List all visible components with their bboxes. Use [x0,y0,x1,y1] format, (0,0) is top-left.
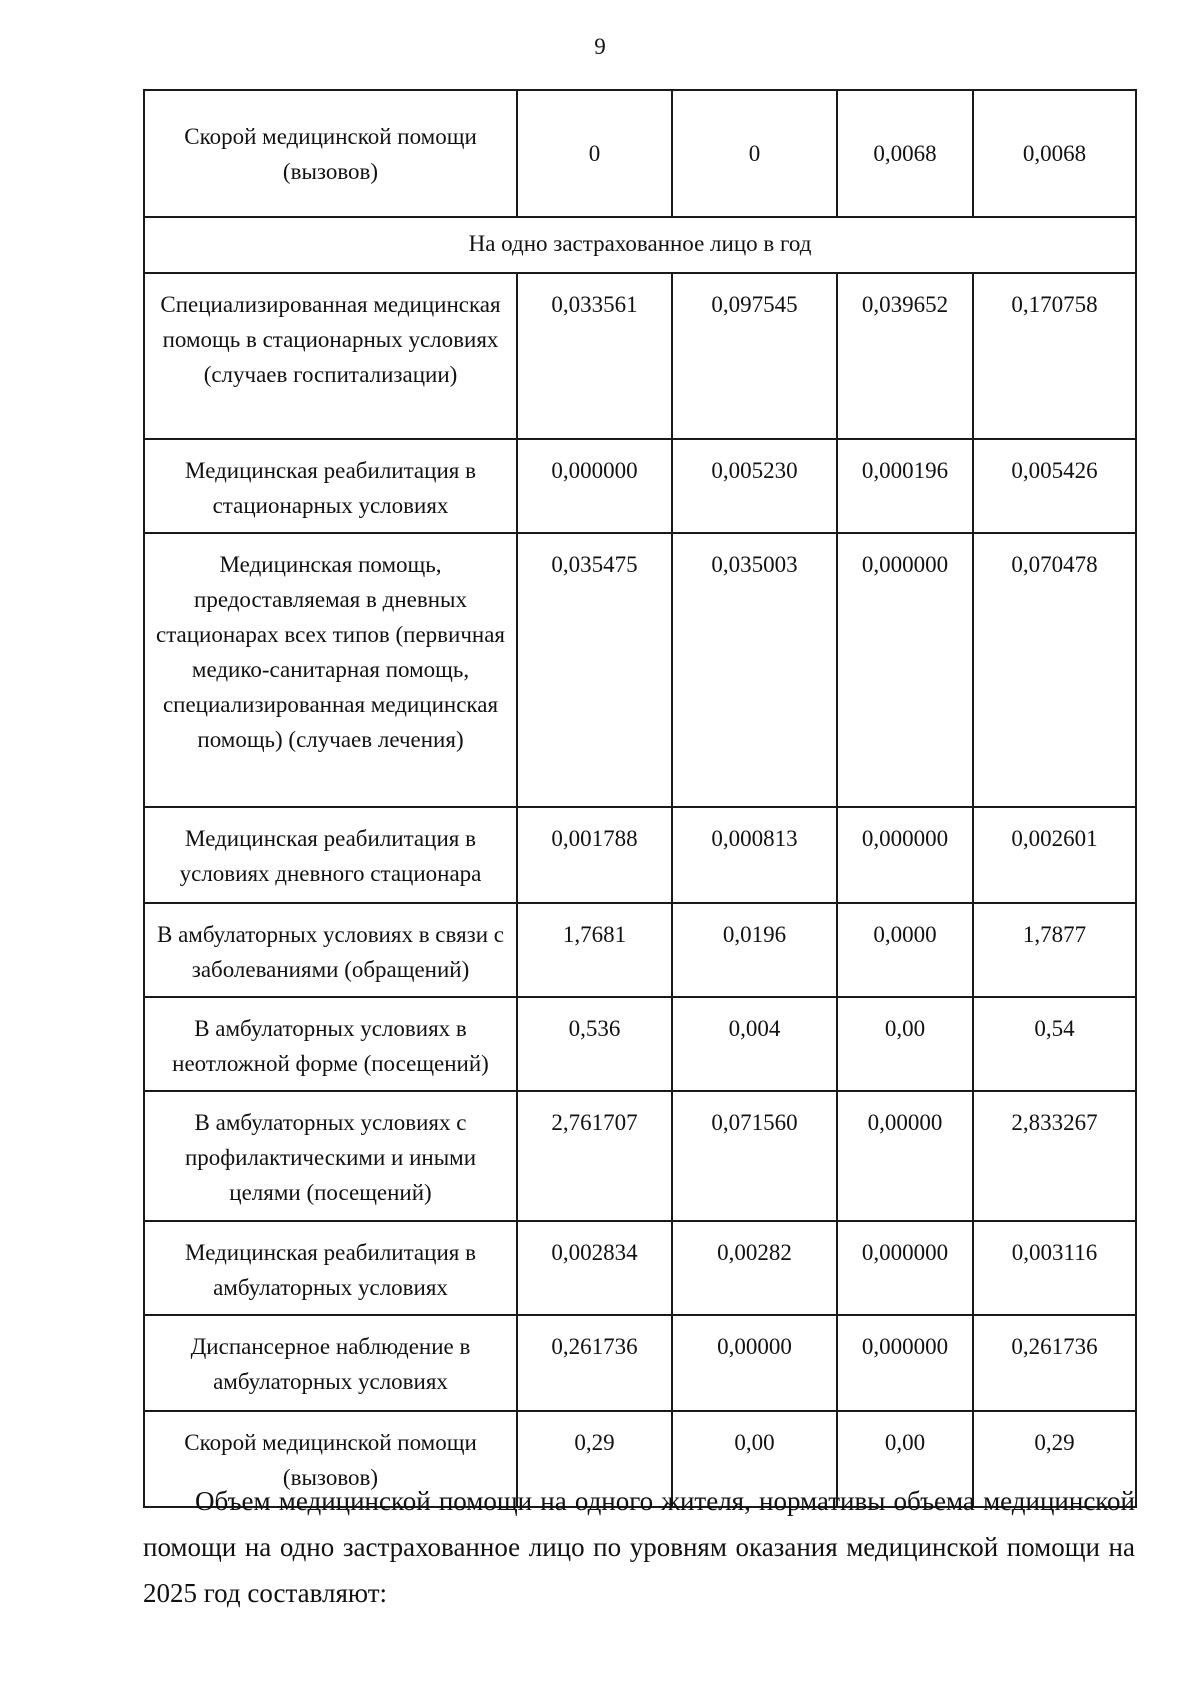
value-cell: 0,00 [837,997,973,1091]
value-cell: 0,035475 [517,533,672,807]
value-cell: 0,29 [973,1411,1136,1507]
row-label: В амбулаторных условиях в неотложной форме (посещений) [144,997,517,1091]
value-cell: 0,261736 [973,1315,1136,1411]
volume-norms-table [143,89,1137,1508]
value-cell: 0,000000 [837,533,973,807]
value-cell: 0,00 [837,1411,973,1507]
row-label: Медицинская реабилитация в амбулаторных условиях [144,1221,517,1315]
value-cell: 0,54 [973,997,1136,1091]
table-row [144,273,1136,439]
value-cell: 0,000196 [837,439,973,533]
value-cell: 0,0196 [672,903,837,997]
table-row [144,90,1136,217]
value-cell: 0,000000 [837,1315,973,1411]
row-label: Скорой медицинской помощи (вызовов) [144,90,517,217]
value-cell: 0,0000 [837,903,973,997]
value-cell: 0,0068 [837,90,973,217]
value-cell: 1,7877 [973,903,1136,997]
value-cell: 0 [672,90,837,217]
value-cell: 0,29 [517,1411,672,1507]
value-cell: 0,000000 [517,439,672,533]
table-row [144,1221,1136,1315]
table-row [144,1091,1136,1221]
value-cell: 0,003116 [973,1221,1136,1315]
row-label: Специализированная медицинская помощь в стационарных условиях (случаев госпитализации) [144,273,517,439]
page-number: 9 [594,34,606,59]
row-label: Скорой медицинской помощи (вызовов) [144,1411,517,1507]
table-row [144,439,1136,533]
value-cell: 0,002834 [517,1221,672,1315]
value-cell: 0,002601 [973,807,1136,903]
value-cell: 0,035003 [672,533,837,807]
value-cell: 0,170758 [973,273,1136,439]
value-cell: 1,7681 [517,903,672,997]
table-row [144,997,1136,1091]
table-body [144,90,1136,1507]
table-row [144,1315,1136,1411]
value-cell: 0,00000 [837,1091,973,1221]
value-cell: 0,0068 [973,90,1136,217]
value-cell: 0,039652 [837,273,973,439]
value-cell: 0,005426 [973,439,1136,533]
value-cell: 0,000000 [837,807,973,903]
table-row [144,903,1136,997]
value-cell: 0,005230 [672,439,837,533]
value-cell: 0,536 [517,997,672,1091]
table-row [144,533,1136,807]
value-cell: 0,00000 [672,1315,837,1411]
section-header-row [144,217,1136,273]
value-cell: 0,004 [672,997,837,1091]
value-cell: 2,833267 [973,1091,1136,1221]
row-label: Медицинская реабилитация в стационарных условиях [144,439,517,533]
value-cell: 0,261736 [517,1315,672,1411]
value-cell: 2,761707 [517,1091,672,1221]
value-cell: 0 [517,90,672,217]
row-label: В амбулаторных условиях в связи с заболеваниями (обращений) [144,903,517,997]
value-cell: 0,000000 [837,1221,973,1315]
value-cell: 0,097545 [672,273,837,439]
row-label: Медицинская реабилитация в условиях дневного стационара [144,807,517,903]
value-cell: 0,071560 [672,1091,837,1221]
section-header: На одно застрахованное лицо в год [144,217,1136,273]
row-label: В амбулаторных условиях с профилактическими и иными целями (посещений) [144,1091,517,1221]
value-cell: 0,00282 [672,1221,837,1315]
row-label: Диспансерное наблюдение в амбулаторных условиях [144,1315,517,1411]
value-cell: 0,070478 [973,533,1136,807]
summary-paragraph: Объем медицинской помощи на одного жителя, нормативы объема медицинской помощи на одно застрахованное лицо по уровням оказания медицинской помощи на 2025 год составляют: [143,1486,1135,1608]
value-cell: 0,033561 [517,273,672,439]
value-cell: 0,001788 [517,807,672,903]
value-cell: 0,00 [672,1411,837,1507]
table-row [144,807,1136,903]
value-cell: 0,000813 [672,807,837,903]
row-label: Медицинская помощь, предоставляемая в дневных стационарах всех типов (первичная медико-санитарная помощь, специализированная медицинская помощь) (случаев лечения) [144,533,517,807]
